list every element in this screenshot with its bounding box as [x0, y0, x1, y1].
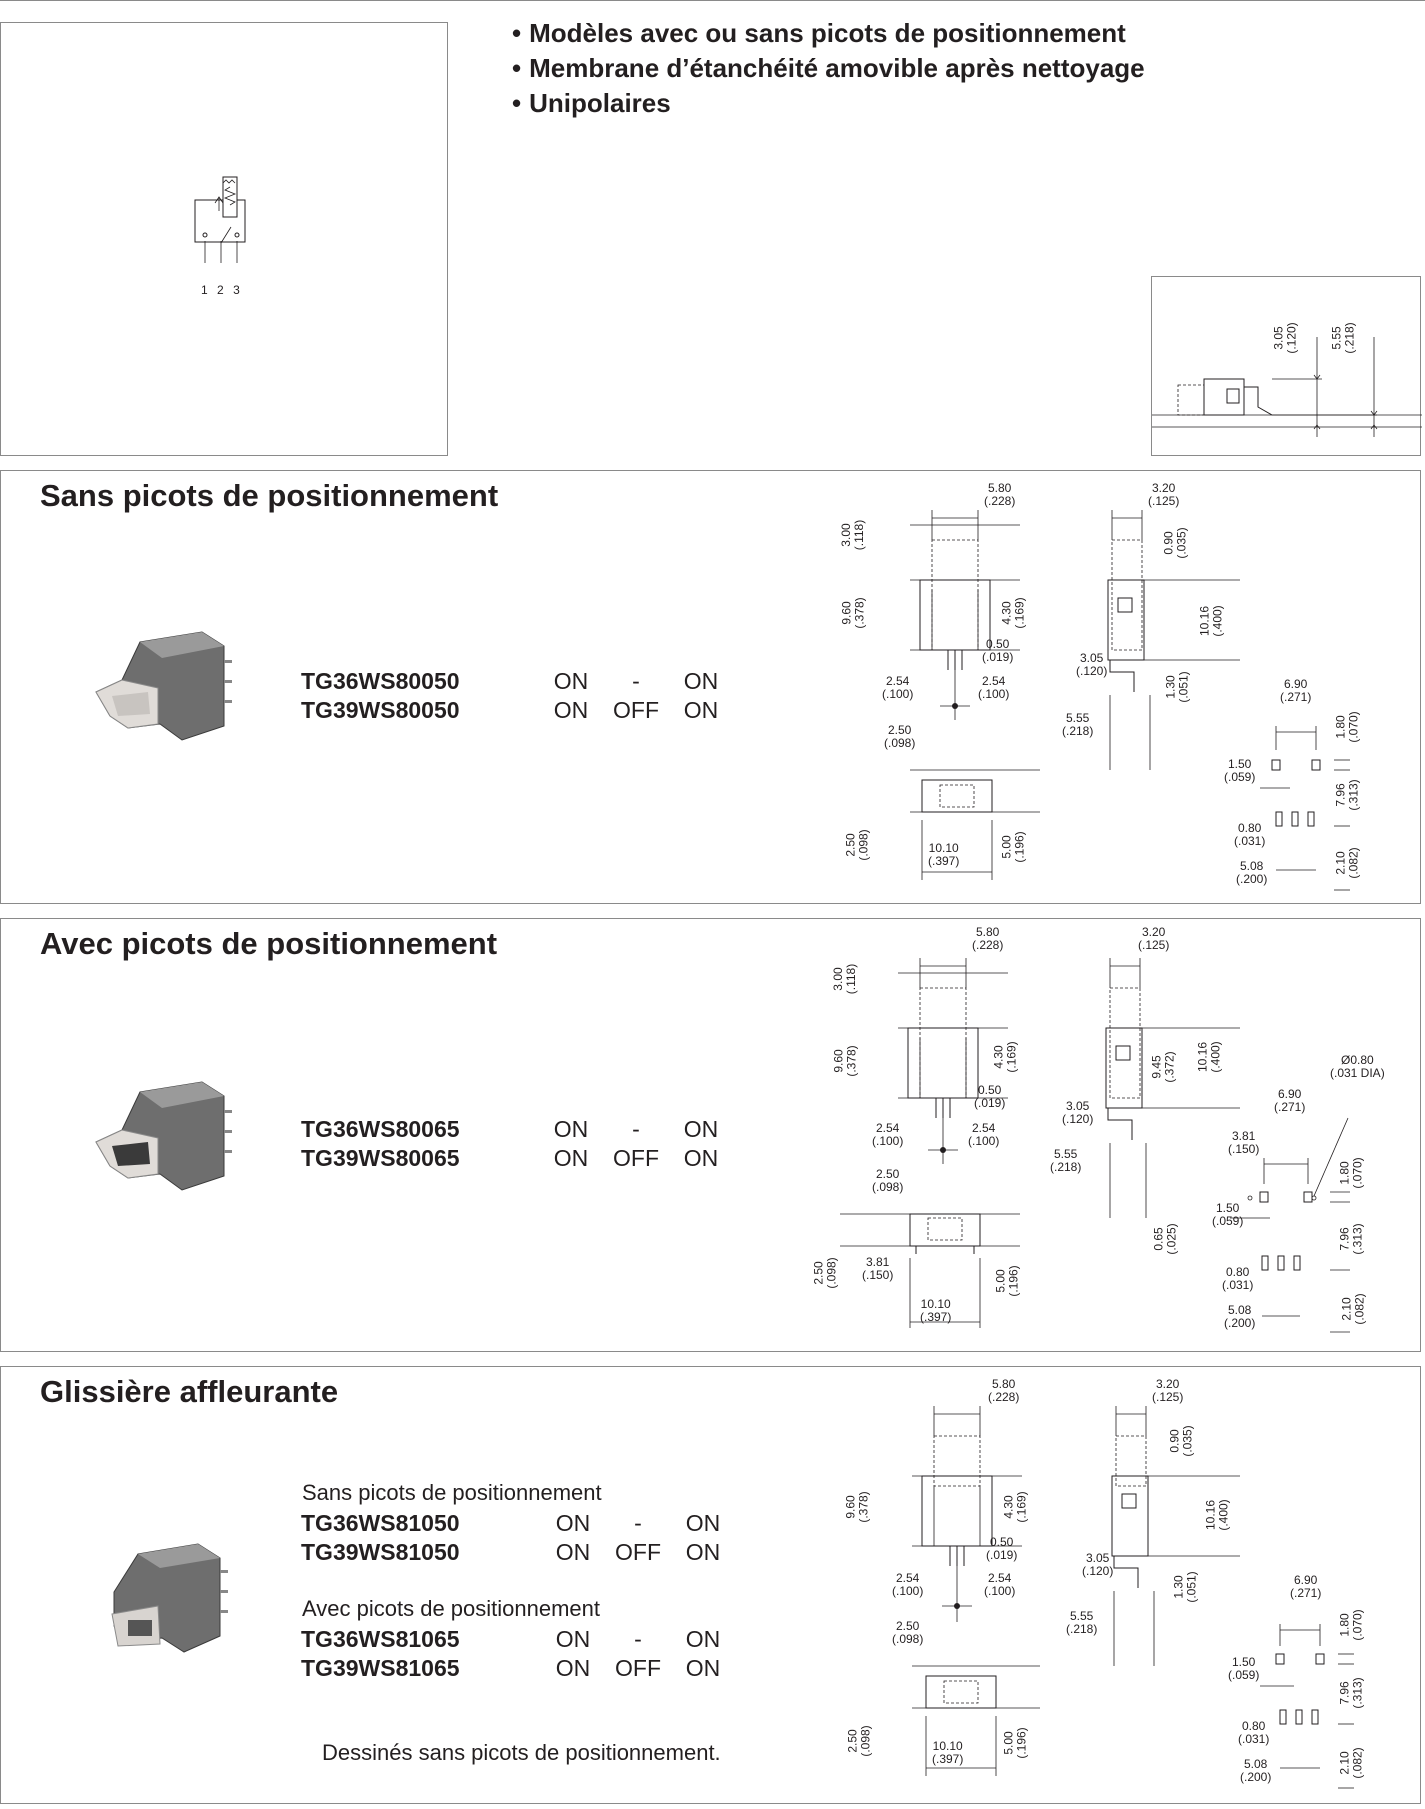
dim-label: 4.30 (.169): [999, 597, 1027, 629]
feature-item: • Modèles avec ou sans picots de positionnement: [512, 16, 1145, 51]
part-number: TG39WS81065: [301, 1655, 460, 1681]
dim-label: 1.50 (.059): [1224, 757, 1256, 784]
feature-item: • Unipolaires: [512, 86, 1145, 121]
dim-label: 0.80 (.031): [1222, 1265, 1254, 1292]
dim-label: 1.80 (.070): [1337, 1157, 1365, 1189]
dim-label: 3.00 (.118): [839, 519, 867, 551]
section-title: Avec picots de positionnement: [40, 926, 498, 961]
dim-label: 3.05 (.120): [1062, 1099, 1094, 1126]
dim-label: 3.81 (.150): [862, 1255, 894, 1282]
dim-label: 7.96 (.313): [1333, 779, 1361, 811]
dim-label: 3.05 (.120): [1076, 651, 1108, 678]
state: -: [632, 1116, 640, 1142]
dim-label: 2.50 (.098): [884, 723, 916, 750]
dim-label: 0.50 (.019): [982, 637, 1014, 664]
dim-label: 9.60 (.378): [843, 1491, 871, 1523]
dim-in: (.218): [1342, 322, 1357, 354]
subheading: Sans picots de positionnement: [302, 1480, 602, 1505]
state: ON: [553, 668, 589, 694]
dim-mm: 5.55: [1329, 326, 1344, 350]
dim-label: 10.16 (.400): [1195, 1041, 1223, 1073]
dim-label: 1.30 (.051): [1163, 671, 1191, 703]
dim-label: 2.54 (.100): [882, 674, 914, 701]
dim-label: 10.10 (.397): [928, 841, 960, 868]
dim-label: 1.80 (.070): [1333, 711, 1361, 743]
part-number: TG39WS81050: [301, 1539, 460, 1565]
state: ON: [683, 697, 719, 723]
dim-label: 5.55 (.218): [1062, 711, 1094, 738]
dim-label: 10.16 (.400): [1203, 1499, 1231, 1531]
state: ON: [555, 1539, 591, 1565]
dim-label: 5.08 (.200): [1224, 1303, 1256, 1330]
switch-schematic-icon: [191, 175, 261, 255]
dim-label: 5.80 (.228): [972, 925, 1004, 952]
pin-label: 1: [201, 283, 211, 297]
part-number: TG36WS81050: [301, 1510, 460, 1536]
dim-label: 3.20 (.125): [1152, 1377, 1184, 1404]
dim-label: 5.00 (.196): [999, 831, 1027, 863]
dim-label: 2.54 (.100): [968, 1121, 1000, 1148]
dim-label: 3.20 (.125): [1138, 925, 1170, 952]
dim-label: 0.80 (.031): [1238, 1719, 1270, 1746]
dim-label: 0.65 (.025): [1151, 1223, 1179, 1255]
dim-label: 5.00 (.196): [993, 1265, 1021, 1297]
part-number: TG36WS81065: [301, 1626, 460, 1652]
dim-label: 6.90 (.271): [1280, 677, 1312, 704]
dim-label: 3.81 (.150): [1228, 1129, 1260, 1156]
section-title: Sans picots de positionnement: [40, 478, 499, 513]
state: OFF: [615, 1539, 661, 1565]
dim-label: 2.50 (.098): [872, 1167, 904, 1194]
section-title: Glissière affleurante: [40, 1374, 339, 1409]
dim-label: 4.30 (.169): [991, 1041, 1019, 1073]
dim-label: 0.90 (.035): [1161, 527, 1189, 559]
dim-label: 7.96 (.313): [1337, 1223, 1365, 1255]
dim-label: 5.55 (.218): [1050, 1147, 1082, 1174]
part-number: TG39WS80065: [301, 1145, 460, 1171]
footnote: Dessinés sans picots de positionnement.: [322, 1740, 721, 1765]
state: ON: [555, 1655, 591, 1681]
dim-label: 3.05 (.120): [1082, 1551, 1114, 1578]
schematic-box: [0, 22, 448, 456]
dimension-drawing: [820, 918, 1400, 1348]
dim-label: 3.00 (.118): [831, 963, 859, 995]
dim-label: 10.16 (.400): [1197, 605, 1225, 637]
state: OFF: [613, 1145, 659, 1171]
dim-label: 4.30 (.169): [1001, 1491, 1029, 1523]
dim-label: 2.50 (.098): [892, 1619, 924, 1646]
dim-label: [1273, 322, 1299, 353]
state: ON: [553, 1145, 589, 1171]
feature-list: [512, 16, 1145, 121]
state: ON: [683, 1116, 719, 1142]
dim-label: 0.50 (.019): [974, 1083, 1006, 1110]
dim-label: 6.90 (.271): [1274, 1087, 1306, 1114]
part-number: TG36WS80065: [301, 1116, 460, 1142]
dim-label: 0.50 (.019): [986, 1535, 1018, 1562]
feature-item: • Membrane d’étanchéité amovible après nettoyage: [512, 51, 1145, 86]
state: ON: [685, 1655, 721, 1681]
dim-label: 2.10 (.082): [1337, 1747, 1365, 1779]
dim-label: 1.30 (.051): [1171, 1571, 1199, 1603]
dim-label: 10.10 (.397): [920, 1297, 952, 1324]
state: ON: [555, 1626, 591, 1652]
pin-label: 3: [233, 283, 243, 297]
pin-labels: [201, 283, 243, 297]
dim-label: 1.50 (.059): [1228, 1655, 1260, 1682]
dim-label: 10.10 (.397): [932, 1739, 964, 1766]
dim-label: 2.50 (.098): [811, 1257, 839, 1289]
state: ON: [685, 1539, 721, 1565]
state: -: [632, 668, 640, 694]
dim-label: 2.50 (.098): [843, 829, 871, 861]
dim-label: 5.00 (.196): [1001, 1727, 1029, 1759]
state: ON: [555, 1510, 591, 1536]
top-rule: [0, 0, 1425, 1]
state: ON: [685, 1626, 721, 1652]
state: OFF: [613, 697, 659, 723]
state: ON: [553, 697, 589, 723]
dim-label: 1.80 (.070): [1337, 1609, 1365, 1641]
dim-label: 2.10 (.082): [1339, 1293, 1367, 1325]
dim-label: 5.08 (.200): [1236, 859, 1268, 886]
part-number: TG39WS80050: [301, 697, 460, 723]
dim-label: 6.90 (.271): [1290, 1573, 1322, 1600]
side-view-box: [1151, 276, 1421, 456]
state: ON: [683, 1145, 719, 1171]
dim-label: 2.10 (.082): [1333, 847, 1361, 879]
dim-label: 1.50 (.059): [1212, 1201, 1244, 1228]
dim-mm: 3.05: [1271, 326, 1286, 350]
dim-label: 0.80 (.031): [1234, 821, 1266, 848]
dim-in: (.120): [1284, 322, 1299, 354]
state: OFF: [615, 1655, 661, 1681]
state: -: [634, 1510, 642, 1536]
part-number: TG36WS80050: [301, 668, 460, 694]
dim-label: [1331, 322, 1357, 353]
pin-label: 2: [217, 283, 227, 297]
dim-label: 2.50 (.098): [845, 1725, 873, 1757]
dim-label: 9.60 (.378): [839, 597, 867, 629]
state: -: [634, 1626, 642, 1652]
state: ON: [553, 1116, 589, 1142]
switch-product-photo: [92, 1080, 232, 1210]
side-view-drawing: [1152, 277, 1422, 457]
dim-label: 7.96 (.313): [1337, 1677, 1365, 1709]
dim-label: 0.90 (.035): [1167, 1425, 1195, 1457]
dim-label: 2.54 (.100): [892, 1571, 924, 1598]
switch-product-photo: [108, 1540, 228, 1670]
dim-label: 5.80 (.228): [984, 481, 1016, 508]
dim-label: 3.20 (.125): [1148, 481, 1180, 508]
dim-label: 5.55 (.218): [1066, 1609, 1098, 1636]
dim-label: 9.45 (.372): [1149, 1051, 1177, 1083]
dim-label: 5.08 (.200): [1240, 1757, 1272, 1784]
subheading: Avec picots de positionnement: [302, 1596, 600, 1621]
dim-label: Ø0.80 (.031 DIA): [1330, 1053, 1385, 1080]
dim-label: 2.54 (.100): [978, 674, 1010, 701]
state: ON: [683, 668, 719, 694]
dim-label: 2.54 (.100): [872, 1121, 904, 1148]
dim-label: 5.80 (.228): [988, 1377, 1020, 1404]
dimension-drawing: [840, 470, 1400, 900]
dim-label: 2.54 (.100): [984, 1571, 1016, 1598]
state: ON: [685, 1510, 721, 1536]
dim-label: 9.60 (.378): [831, 1045, 859, 1077]
switch-product-photo: [92, 630, 232, 760]
